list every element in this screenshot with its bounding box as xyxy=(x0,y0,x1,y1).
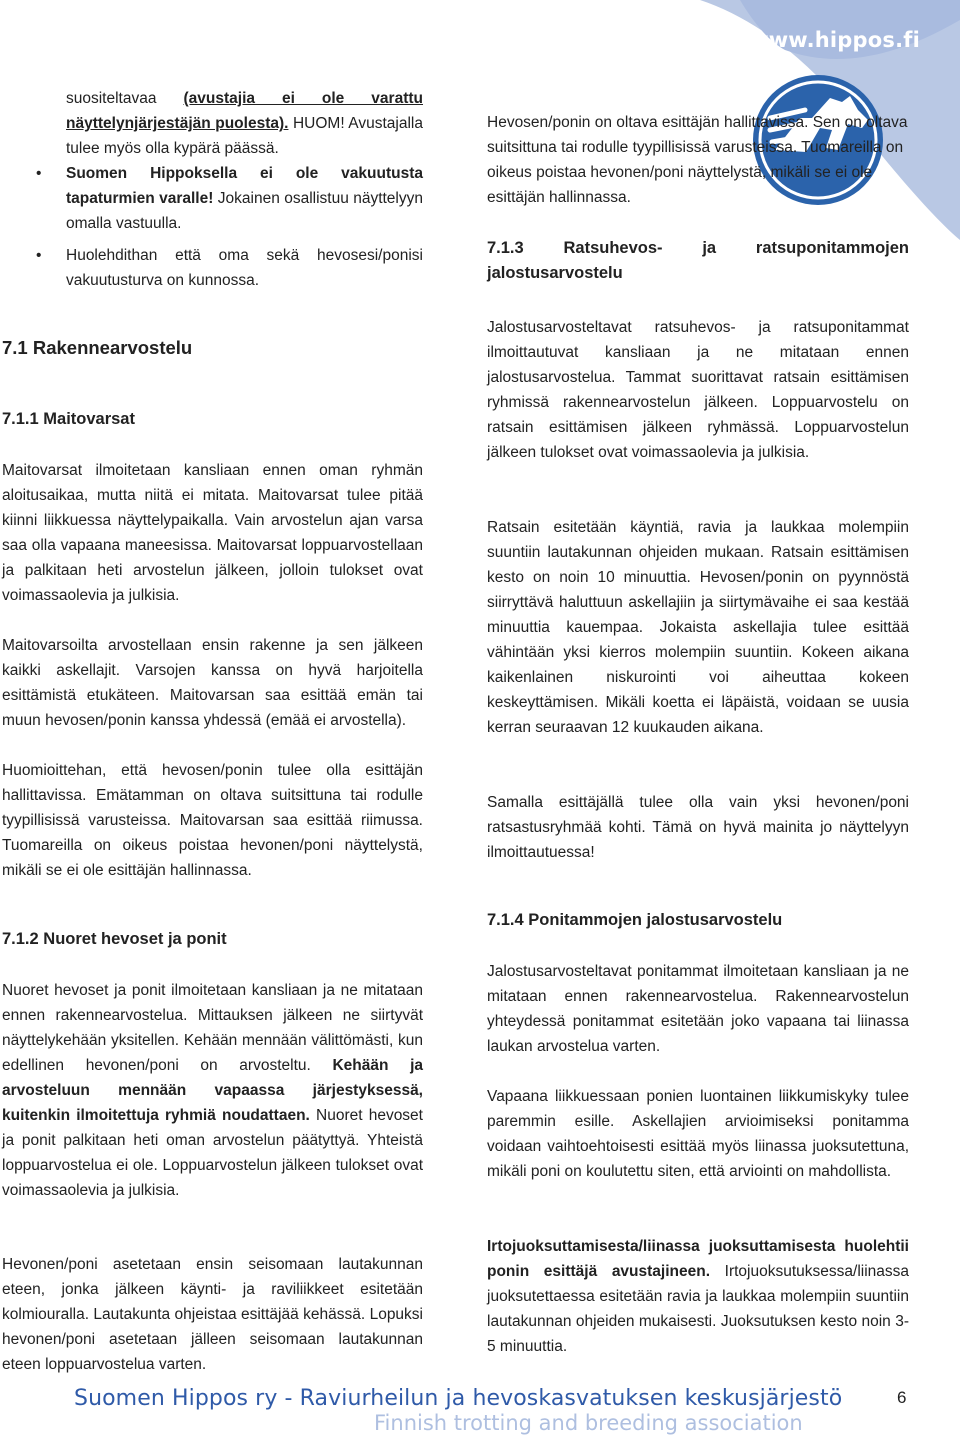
intro-paragraph xyxy=(66,86,423,161)
footer-org-finnish: Suomen Hippos ry - Raviurheilun ja hevoskasvatuksen keskusjärjestö xyxy=(74,1386,843,1411)
paragraph: Hevosen/ponin on oltava esittäjän hallittavissa. Sen on oltava suitsittuna tai rodulle tyypillisissä varusteissa. Tuomareilla on oikeus poistaa hevonen/poni näyttelystä, mikäli se ei ole esittäjän hallinnassa. xyxy=(487,114,908,206)
section-heading-7-1-1: 7.1.1 Maitovarsat xyxy=(2,410,135,428)
paragraph: Ratsain esitetään käyntiä, ravia ja laukkaa molempiin suuntiin lautakunnan ohjeiden mukaan. Ratsain esittämisen kesto on noin 10 minuuttia. Hevosen/ponin on pyynnöstä siirryttävä haluttuun askellajiin ja siirtymävaihe ei saa kestää minuuttia kauempaa. Jokaista askellajia tulee esittää vähintään yksi kierros molempiin suuntiin. Kokeen aikana kaikenlainen niskurointi voi aiheuttaa kokeen keskeyttämisen. Mikäli koetta ei läpäistä, voidaan se uusia kerran seuraavan 12 kuukauden aikana. xyxy=(487,519,909,736)
p4-text-a: Nuoret hevoset ja ponit ilmoitetaan kansliaan ja ne mitataan ennen rakennearvostelua. Mittauksen jälkeen ne siirtyvät näyttelykehään yksitellen. Kehään mennään välittömästi, kun edellinen hevonen/poni on arvosteltu. xyxy=(2,982,423,1074)
paragraph: Vapaana liikkuessaan ponien luontainen liikkumiskyky tulee paremmin esille. Askellajien arvioimiseksi ponitamma voidaan vaihtoehtoisesti esittää myös liinassa juoksutettuna, mikäli poni on koulutettu siten, että arviointi on mahdollista. xyxy=(487,1088,909,1180)
section-heading-7-1: 7.1 Rakennearvostelu xyxy=(2,337,193,358)
bullet2-text: Huolehdithan että oma sekä hevosesi/ponisi vakuutusturva on kunnossa. xyxy=(66,247,423,289)
paragraph: Huomioittehan, että hevosen/ponin tulee olla esittäjän hallittavissa. Emätamman on oltava suitsittuna tai rodulle tyypillisissä varusteissa. Maitovarsan saa esittää riimussa. Tuomareilla on oikeus poistaa hevonen/poni näyttelystä, mikäli se ei ole esittäjän hallinnassa. xyxy=(2,762,423,879)
warning-list xyxy=(66,161,423,293)
paragraph: Maitovarsoilta arvostellaan ensin rakenne ja sen jälkeen kaikki askellajit. Varsojen kanssa on hyvä harjoitella esittämistä etukäteen. Maitovarsan saa esittää emän tai muun hevosen/ponin kanssa yhdessä (emää ei arvostella). xyxy=(2,637,423,729)
page-number: 6 xyxy=(897,1388,907,1407)
list-item xyxy=(66,243,423,293)
p6-text: Irtojuoksutuksessa/liinassa juoksutettaessa esitetään ravia ja laukkaa molempiin suuntiin lautakunnan ohjeiden mukaisesti. Juoksutuksen kesto noin 3-5 minuuttia. xyxy=(487,1263,910,1355)
bullet1-text: Jokainen osallistuu näyttelyyn omalla vastuulla. xyxy=(66,190,423,232)
intro-text-c: HUOM! Avustajalla tulee myös olla kypärä päässä. xyxy=(66,115,423,157)
bullet1-bold: Suomen Hippoksella ei ole vakuutusta tapaturmien varalle! xyxy=(66,165,423,207)
footer-org-english: Finnish trotting and breeding association xyxy=(374,1411,803,1435)
p6-text-bold: Irtojuoksuttamisesta/liinassa juoksuttamisesta huolehtii ponin esittäjä avustajineen. xyxy=(487,1238,909,1280)
intro-block xyxy=(66,86,423,293)
paragraph: Hevonen/poni asetetaan ensin seisomaan lautakunnan eteen, jonka jälkeen käynti- ja raviliikkeet esitetään kolmiourallа. Lautakunta ohjeistaa esittäjää kehässä. Lopuksi hevonen/poni asetetaan jälleen seisomaan lautakunnan eteen loppuarvostelua varten. xyxy=(2,1256,423,1373)
list-item xyxy=(66,161,423,236)
section-heading-7-1-2: 7.1.2 Nuoret hevoset ja ponit xyxy=(2,930,227,948)
section-heading-7-1-3: 7.1.3 Ratsuhevos- ja ratsuponitammojen jalostusarvostelu xyxy=(487,239,909,282)
paragraph xyxy=(487,1234,909,1359)
section-heading-7-1-4: 7.1.4 Ponitammojen jalostusarvostelu xyxy=(487,911,783,929)
site-url[interactable]: www.hippos.fi xyxy=(749,28,920,52)
paragraph xyxy=(2,978,423,1203)
p4-text-bold: Kehään ja arvosteluun mennään vapaassa järjestyksessä, kuitenkin ilmoitettuja ryhmiä noudattaen. xyxy=(2,1057,423,1124)
paragraph: Jalostusarvosteltavat ratsuhevos- ja ratsuponitammat ilmoittautuvat kansliaan ja ne mitataan ennen jalostusarvostelua. Tammat suorittavat ratsain esittämisen ryhmissä rakennearvostelun jälkeen. Loppuarvostelu on ratsain esittämisen jälkeen ryhmässä. Loppuarvostelun jälkeen tulokset ovat voimassaolevia ja julkisia. xyxy=(487,319,909,461)
p4-text-c: Nuoret hevoset ja ponit palkitaan heti oman arvostelun päätyttyä. Yhteistä loppuarvostelua ei ole. Loppuarvostelun jälkeen tulokset ovat voimassaolevia ja julkisia. xyxy=(2,1107,423,1199)
paragraph: Maitovarsat ilmoitetaan kansliaan ennen oman ryhmän aloitusaikaa, mutta niitä ei mitata. Maitovarsat tulee pitää kiinni liikkuessa näyttelypaikalla. Vain arvostelun ajan varsa saa olla vapaana maneesissa. Maitovarsat loppuarvostellaan ja palkitaan heti arvostelun jälkeen, jolloin tulokset ovat voimassaolevia ja julkisia. xyxy=(2,462,423,604)
intro-text-underlined: (avustajia ei ole varattu näyttelynjärjestäjän puolesta). xyxy=(66,90,423,132)
intro-text-a: suositeltavaa xyxy=(66,90,157,107)
paragraph: Samalla esittäjällä tulee olla vain yksi hevonen/poni ratsastusryhmää kohti. Tämä on hyvä mainita jo näyttelyyn ilmoittautuessa! xyxy=(487,794,909,861)
paragraph: Jalostusarvosteltavat ponitammat ilmoitetaan kansliaan ja ne mitataan ennen rakennearvostelua. Rakennearvostelun yhteydessä ponitammat esitetään joko vapaana tai liinassa laukan arvostelua varten. xyxy=(487,963,909,1055)
